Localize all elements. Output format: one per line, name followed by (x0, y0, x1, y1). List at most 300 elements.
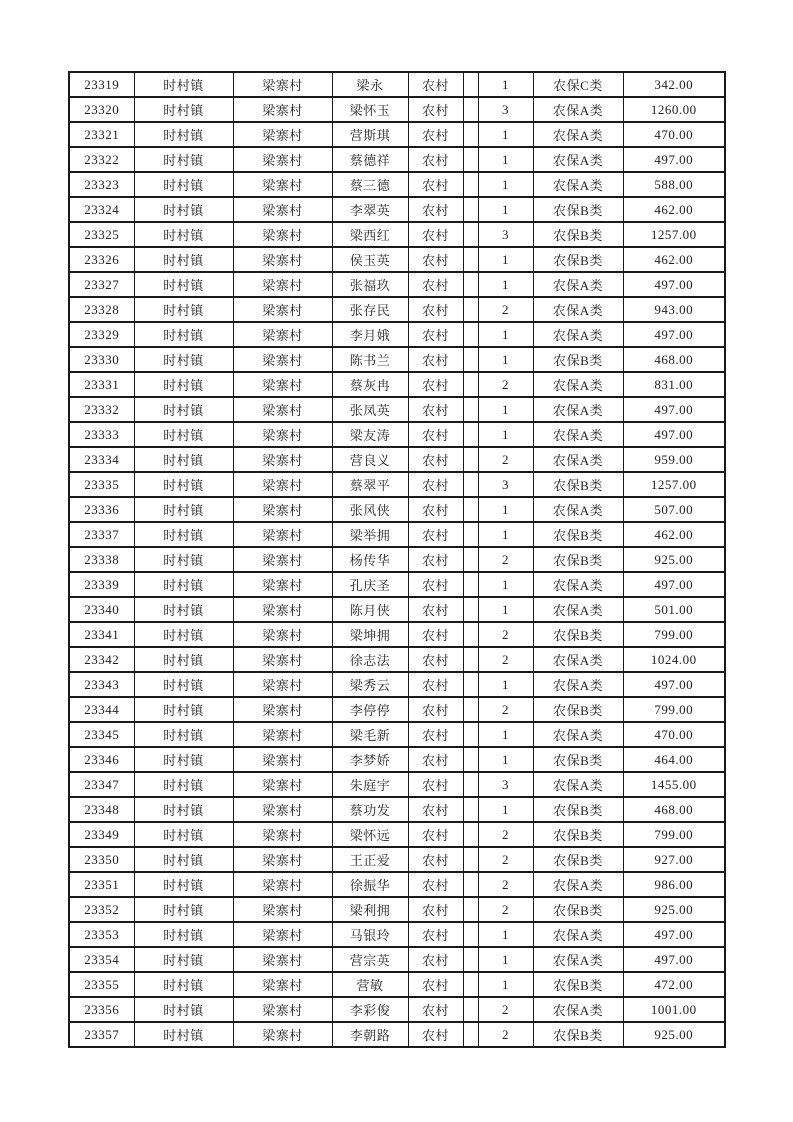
cell-insurance-type: 农保B类 (533, 847, 623, 872)
cell-residence: 农村 (408, 397, 463, 422)
table-row (69, 297, 725, 322)
cell-insurance-type: 农保A类 (533, 772, 623, 797)
cell-name: 蔡灰冉 (332, 372, 408, 397)
cell-amount: 927.00 (623, 847, 725, 872)
cell-insurance-type: 农保A类 (533, 447, 623, 472)
cell-name: 营良义 (332, 447, 408, 472)
cell-count: 1 (478, 72, 533, 97)
cell-serial: 23333 (69, 422, 134, 447)
cell-name: 陈书兰 (332, 347, 408, 372)
table-row (69, 822, 725, 847)
cell-insurance-type: 农保A类 (533, 872, 623, 897)
cell-amount: 497.00 (623, 147, 725, 172)
cell-spacer (463, 72, 478, 97)
cell-count: 1 (478, 422, 533, 447)
cell-amount: 497.00 (623, 672, 725, 697)
cell-serial: 23344 (69, 697, 134, 722)
cell-spacer (463, 622, 478, 647)
cell-spacer (463, 647, 478, 672)
cell-town: 时村镇 (134, 572, 233, 597)
cell-count: 1 (478, 572, 533, 597)
cell-insurance-type: 农保B类 (533, 1022, 623, 1047)
cell-serial: 23348 (69, 797, 134, 822)
cell-spacer (463, 347, 478, 372)
cell-name: 马银玲 (332, 922, 408, 947)
cell-village: 梁寨村 (233, 797, 332, 822)
cell-village: 梁寨村 (233, 97, 332, 122)
cell-amount: 1024.00 (623, 647, 725, 672)
cell-insurance-type: 农保A类 (533, 172, 623, 197)
cell-town: 时村镇 (134, 872, 233, 897)
cell-spacer (463, 797, 478, 822)
cell-amount: 464.00 (623, 747, 725, 772)
cell-serial: 23346 (69, 747, 134, 772)
cell-town: 时村镇 (134, 447, 233, 472)
cell-count: 2 (478, 997, 533, 1022)
cell-spacer (463, 322, 478, 347)
cell-town: 时村镇 (134, 547, 233, 572)
cell-town: 时村镇 (134, 897, 233, 922)
cell-name: 梁永 (332, 72, 408, 97)
cell-count: 3 (478, 97, 533, 122)
cell-name: 侯玉英 (332, 247, 408, 272)
cell-serial: 23338 (69, 547, 134, 572)
cell-name: 蔡德祥 (332, 147, 408, 172)
cell-insurance-type: 农保A类 (533, 597, 623, 622)
table-row (69, 547, 725, 572)
cell-amount: 1257.00 (623, 472, 725, 497)
table-row (69, 222, 725, 247)
cell-amount: 1257.00 (623, 222, 725, 247)
cell-spacer (463, 697, 478, 722)
cell-village: 梁寨村 (233, 272, 332, 297)
cell-village: 梁寨村 (233, 372, 332, 397)
cell-count: 1 (478, 197, 533, 222)
table-row (69, 997, 725, 1022)
cell-name: 梁怀玉 (332, 97, 408, 122)
cell-insurance-type: 农保A类 (533, 122, 623, 147)
cell-insurance-type: 农保A类 (533, 297, 623, 322)
cell-count: 1 (478, 497, 533, 522)
cell-count: 1 (478, 122, 533, 147)
cell-town: 时村镇 (134, 747, 233, 772)
table-row (69, 672, 725, 697)
cell-amount: 1001.00 (623, 997, 725, 1022)
cell-name: 梁举拥 (332, 522, 408, 547)
cell-count: 1 (478, 522, 533, 547)
cell-count: 1 (478, 972, 533, 997)
cell-village: 梁寨村 (233, 72, 332, 97)
cell-insurance-type: 农保A类 (533, 147, 623, 172)
cell-insurance-type: 农保B类 (533, 222, 623, 247)
table-row (69, 122, 725, 147)
cell-residence: 农村 (408, 722, 463, 747)
cell-insurance-type: 农保A类 (533, 947, 623, 972)
cell-town: 时村镇 (134, 397, 233, 422)
cell-residence: 农村 (408, 697, 463, 722)
cell-count: 2 (478, 647, 533, 672)
cell-spacer (463, 822, 478, 847)
cell-spacer (463, 1022, 478, 1047)
cell-insurance-type: 农保B类 (533, 747, 623, 772)
cell-amount: 1455.00 (623, 772, 725, 797)
cell-insurance-type: 农保A类 (533, 272, 623, 297)
cell-count: 3 (478, 472, 533, 497)
cell-insurance-type: 农保A类 (533, 997, 623, 1022)
cell-insurance-type: 农保A类 (533, 572, 623, 597)
table-row (69, 322, 725, 347)
cell-amount: 497.00 (623, 422, 725, 447)
cell-insurance-type: 农保A类 (533, 422, 623, 447)
cell-amount: 986.00 (623, 872, 725, 897)
cell-count: 2 (478, 547, 533, 572)
table-row (69, 847, 725, 872)
cell-amount: 497.00 (623, 322, 725, 347)
cell-residence: 农村 (408, 297, 463, 322)
cell-residence: 农村 (408, 97, 463, 122)
cell-name: 梁利拥 (332, 897, 408, 922)
cell-serial: 23320 (69, 97, 134, 122)
cell-amount: 799.00 (623, 697, 725, 722)
cell-serial: 23349 (69, 822, 134, 847)
cell-spacer (463, 247, 478, 272)
cell-spacer (463, 947, 478, 972)
cell-town: 时村镇 (134, 597, 233, 622)
cell-amount: 925.00 (623, 1022, 725, 1047)
cell-spacer (463, 972, 478, 997)
cell-amount: 588.00 (623, 172, 725, 197)
cell-spacer (463, 722, 478, 747)
cell-count: 2 (478, 847, 533, 872)
cell-count: 2 (478, 1022, 533, 1047)
cell-insurance-type: 农保A类 (533, 497, 623, 522)
cell-insurance-type: 农保B类 (533, 697, 623, 722)
cell-village: 梁寨村 (233, 922, 332, 947)
cell-village: 梁寨村 (233, 147, 332, 172)
cell-town: 时村镇 (134, 797, 233, 822)
cell-residence: 农村 (408, 672, 463, 697)
table-row (69, 622, 725, 647)
table-row (69, 747, 725, 772)
cell-village: 梁寨村 (233, 722, 332, 747)
cell-insurance-type: 农保A类 (533, 397, 623, 422)
cell-name: 徐志法 (332, 647, 408, 672)
cell-amount: 468.00 (623, 347, 725, 372)
cell-residence: 农村 (408, 872, 463, 897)
cell-residence: 农村 (408, 272, 463, 297)
cell-insurance-type: 农保B类 (533, 622, 623, 647)
cell-town: 时村镇 (134, 122, 233, 147)
cell-amount: 468.00 (623, 797, 725, 822)
cell-count: 1 (478, 147, 533, 172)
cell-insurance-type: 农保A类 (533, 722, 623, 747)
cell-serial: 23353 (69, 922, 134, 947)
table-row (69, 422, 725, 447)
table-row (69, 97, 725, 122)
cell-village: 梁寨村 (233, 447, 332, 472)
cell-amount: 1260.00 (623, 97, 725, 122)
cell-amount: 925.00 (623, 547, 725, 572)
cell-spacer (463, 772, 478, 797)
cell-town: 时村镇 (134, 772, 233, 797)
cell-town: 时村镇 (134, 247, 233, 272)
cell-spacer (463, 422, 478, 447)
cell-spacer (463, 372, 478, 397)
cell-residence: 农村 (408, 897, 463, 922)
cell-village: 梁寨村 (233, 622, 332, 647)
cell-count: 1 (478, 672, 533, 697)
cell-serial: 23324 (69, 197, 134, 222)
table-row (69, 272, 725, 297)
cell-insurance-type: 农保A类 (533, 647, 623, 672)
cell-amount: 799.00 (623, 822, 725, 847)
cell-village: 梁寨村 (233, 322, 332, 347)
cell-village: 梁寨村 (233, 347, 332, 372)
cell-residence: 农村 (408, 747, 463, 772)
cell-village: 梁寨村 (233, 397, 332, 422)
cell-serial: 23319 (69, 72, 134, 97)
cell-residence: 农村 (408, 172, 463, 197)
cell-town: 时村镇 (134, 322, 233, 347)
cell-insurance-type: 农保A类 (533, 372, 623, 397)
cell-residence: 农村 (408, 347, 463, 372)
cell-name: 朱庭宇 (332, 772, 408, 797)
cell-amount: 462.00 (623, 247, 725, 272)
table-row (69, 372, 725, 397)
cell-town: 时村镇 (134, 472, 233, 497)
cell-residence: 农村 (408, 547, 463, 572)
cell-count: 2 (478, 297, 533, 322)
cell-serial: 23337 (69, 522, 134, 547)
cell-amount: 497.00 (623, 947, 725, 972)
cell-name: 李月娥 (332, 322, 408, 347)
cell-count: 1 (478, 947, 533, 972)
cell-village: 梁寨村 (233, 472, 332, 497)
cell-amount: 799.00 (623, 622, 725, 647)
cell-serial: 23340 (69, 597, 134, 622)
cell-village: 梁寨村 (233, 647, 332, 672)
cell-residence: 农村 (408, 422, 463, 447)
cell-count: 2 (478, 872, 533, 897)
cell-village: 梁寨村 (233, 547, 332, 572)
cell-spacer (463, 872, 478, 897)
cell-town: 时村镇 (134, 1022, 233, 1047)
cell-serial: 23343 (69, 672, 134, 697)
cell-residence: 农村 (408, 972, 463, 997)
cell-count: 3 (478, 222, 533, 247)
cell-count: 1 (478, 272, 533, 297)
cell-residence: 农村 (408, 522, 463, 547)
cell-name: 营宗英 (332, 947, 408, 972)
cell-count: 1 (478, 322, 533, 347)
cell-town: 时村镇 (134, 922, 233, 947)
cell-town: 时村镇 (134, 997, 233, 1022)
cell-spacer (463, 297, 478, 322)
cell-name: 张存民 (332, 297, 408, 322)
cell-town: 时村镇 (134, 722, 233, 747)
cell-town: 时村镇 (134, 422, 233, 447)
cell-spacer (463, 397, 478, 422)
cell-amount: 831.00 (623, 372, 725, 397)
cell-village: 梁寨村 (233, 847, 332, 872)
table-row (69, 522, 725, 547)
cell-serial: 23327 (69, 272, 134, 297)
cell-amount: 470.00 (623, 722, 725, 747)
cell-residence: 农村 (408, 997, 463, 1022)
cell-town: 时村镇 (134, 672, 233, 697)
cell-village: 梁寨村 (233, 972, 332, 997)
cell-serial: 23321 (69, 122, 134, 147)
cell-serial: 23341 (69, 622, 134, 647)
cell-count: 2 (478, 697, 533, 722)
cell-village: 梁寨村 (233, 572, 332, 597)
cell-village: 梁寨村 (233, 122, 332, 147)
cell-serial: 23331 (69, 372, 134, 397)
cell-serial: 23347 (69, 772, 134, 797)
cell-count: 2 (478, 447, 533, 472)
cell-residence: 农村 (408, 947, 463, 972)
table-body (69, 72, 725, 1047)
cell-name: 张福玖 (332, 272, 408, 297)
cell-residence: 农村 (408, 822, 463, 847)
cell-serial: 23350 (69, 847, 134, 872)
table-row (69, 872, 725, 897)
cell-insurance-type: 农保A类 (533, 672, 623, 697)
cell-name: 梁友涛 (332, 422, 408, 447)
cell-spacer (463, 897, 478, 922)
cell-serial: 23328 (69, 297, 134, 322)
cell-count: 1 (478, 397, 533, 422)
cell-village: 梁寨村 (233, 247, 332, 272)
cell-residence: 农村 (408, 322, 463, 347)
cell-residence: 农村 (408, 122, 463, 147)
cell-spacer (463, 222, 478, 247)
cell-serial: 23355 (69, 972, 134, 997)
cell-name: 梁坤拥 (332, 622, 408, 647)
cell-name: 营敏 (332, 972, 408, 997)
table-row (69, 72, 725, 97)
cell-village: 梁寨村 (233, 672, 332, 697)
cell-name: 李翠英 (332, 197, 408, 222)
cell-name: 梁西红 (332, 222, 408, 247)
cell-count: 1 (478, 922, 533, 947)
cell-village: 梁寨村 (233, 597, 332, 622)
cell-residence: 农村 (408, 147, 463, 172)
cell-town: 时村镇 (134, 72, 233, 97)
cell-amount: 462.00 (623, 197, 725, 222)
cell-village: 梁寨村 (233, 222, 332, 247)
table-row (69, 597, 725, 622)
table-row (69, 772, 725, 797)
cell-name: 蔡翠平 (332, 472, 408, 497)
cell-residence: 农村 (408, 247, 463, 272)
cell-village: 梁寨村 (233, 997, 332, 1022)
cell-amount: 470.00 (623, 122, 725, 147)
cell-residence: 农村 (408, 597, 463, 622)
insurance-benefit-table (68, 71, 726, 1048)
cell-serial: 23345 (69, 722, 134, 747)
cell-town: 时村镇 (134, 697, 233, 722)
cell-residence: 农村 (408, 497, 463, 522)
cell-spacer (463, 672, 478, 697)
cell-residence: 农村 (408, 222, 463, 247)
cell-residence: 农村 (408, 1022, 463, 1047)
cell-spacer (463, 447, 478, 472)
cell-town: 时村镇 (134, 347, 233, 372)
cell-village: 梁寨村 (233, 772, 332, 797)
cell-serial: 23326 (69, 247, 134, 272)
cell-spacer (463, 547, 478, 572)
cell-amount: 943.00 (623, 297, 725, 322)
cell-village: 梁寨村 (233, 747, 332, 772)
cell-town: 时村镇 (134, 372, 233, 397)
cell-name: 蔡功发 (332, 797, 408, 822)
table-row (69, 147, 725, 172)
cell-spacer (463, 122, 478, 147)
cell-spacer (463, 997, 478, 1022)
cell-serial: 23339 (69, 572, 134, 597)
table-row (69, 722, 725, 747)
cell-name: 梁毛新 (332, 722, 408, 747)
cell-insurance-type: 农保B类 (533, 822, 623, 847)
cell-town: 时村镇 (134, 172, 233, 197)
cell-count: 2 (478, 372, 533, 397)
cell-spacer (463, 597, 478, 622)
cell-count: 1 (478, 722, 533, 747)
cell-town: 时村镇 (134, 197, 233, 222)
cell-residence: 农村 (408, 72, 463, 97)
cell-residence: 农村 (408, 572, 463, 597)
cell-count: 1 (478, 172, 533, 197)
cell-village: 梁寨村 (233, 897, 332, 922)
table-row (69, 647, 725, 672)
cell-insurance-type: 农保B类 (533, 972, 623, 997)
cell-village: 梁寨村 (233, 497, 332, 522)
cell-town: 时村镇 (134, 297, 233, 322)
cell-town: 时村镇 (134, 647, 233, 672)
table-row (69, 447, 725, 472)
cell-village: 梁寨村 (233, 297, 332, 322)
table-row (69, 972, 725, 997)
cell-amount: 497.00 (623, 272, 725, 297)
cell-town: 时村镇 (134, 222, 233, 247)
cell-town: 时村镇 (134, 972, 233, 997)
cell-amount: 342.00 (623, 72, 725, 97)
cell-insurance-type: 农保B类 (533, 547, 623, 572)
cell-count: 2 (478, 897, 533, 922)
cell-serial: 23323 (69, 172, 134, 197)
table-row (69, 247, 725, 272)
cell-insurance-type: 农保B类 (533, 347, 623, 372)
table-row (69, 397, 725, 422)
cell-spacer (463, 522, 478, 547)
cell-amount: 501.00 (623, 597, 725, 622)
cell-village: 梁寨村 (233, 1022, 332, 1047)
cell-residence: 农村 (408, 772, 463, 797)
table-row (69, 172, 725, 197)
cell-amount: 925.00 (623, 897, 725, 922)
cell-name: 梁秀云 (332, 672, 408, 697)
cell-serial: 23352 (69, 897, 134, 922)
cell-residence: 农村 (408, 797, 463, 822)
cell-town: 时村镇 (134, 497, 233, 522)
cell-spacer (463, 747, 478, 772)
cell-spacer (463, 272, 478, 297)
cell-name: 蔡三德 (332, 172, 408, 197)
cell-spacer (463, 97, 478, 122)
cell-insurance-type: 农保B类 (533, 197, 623, 222)
cell-amount: 507.00 (623, 497, 725, 522)
